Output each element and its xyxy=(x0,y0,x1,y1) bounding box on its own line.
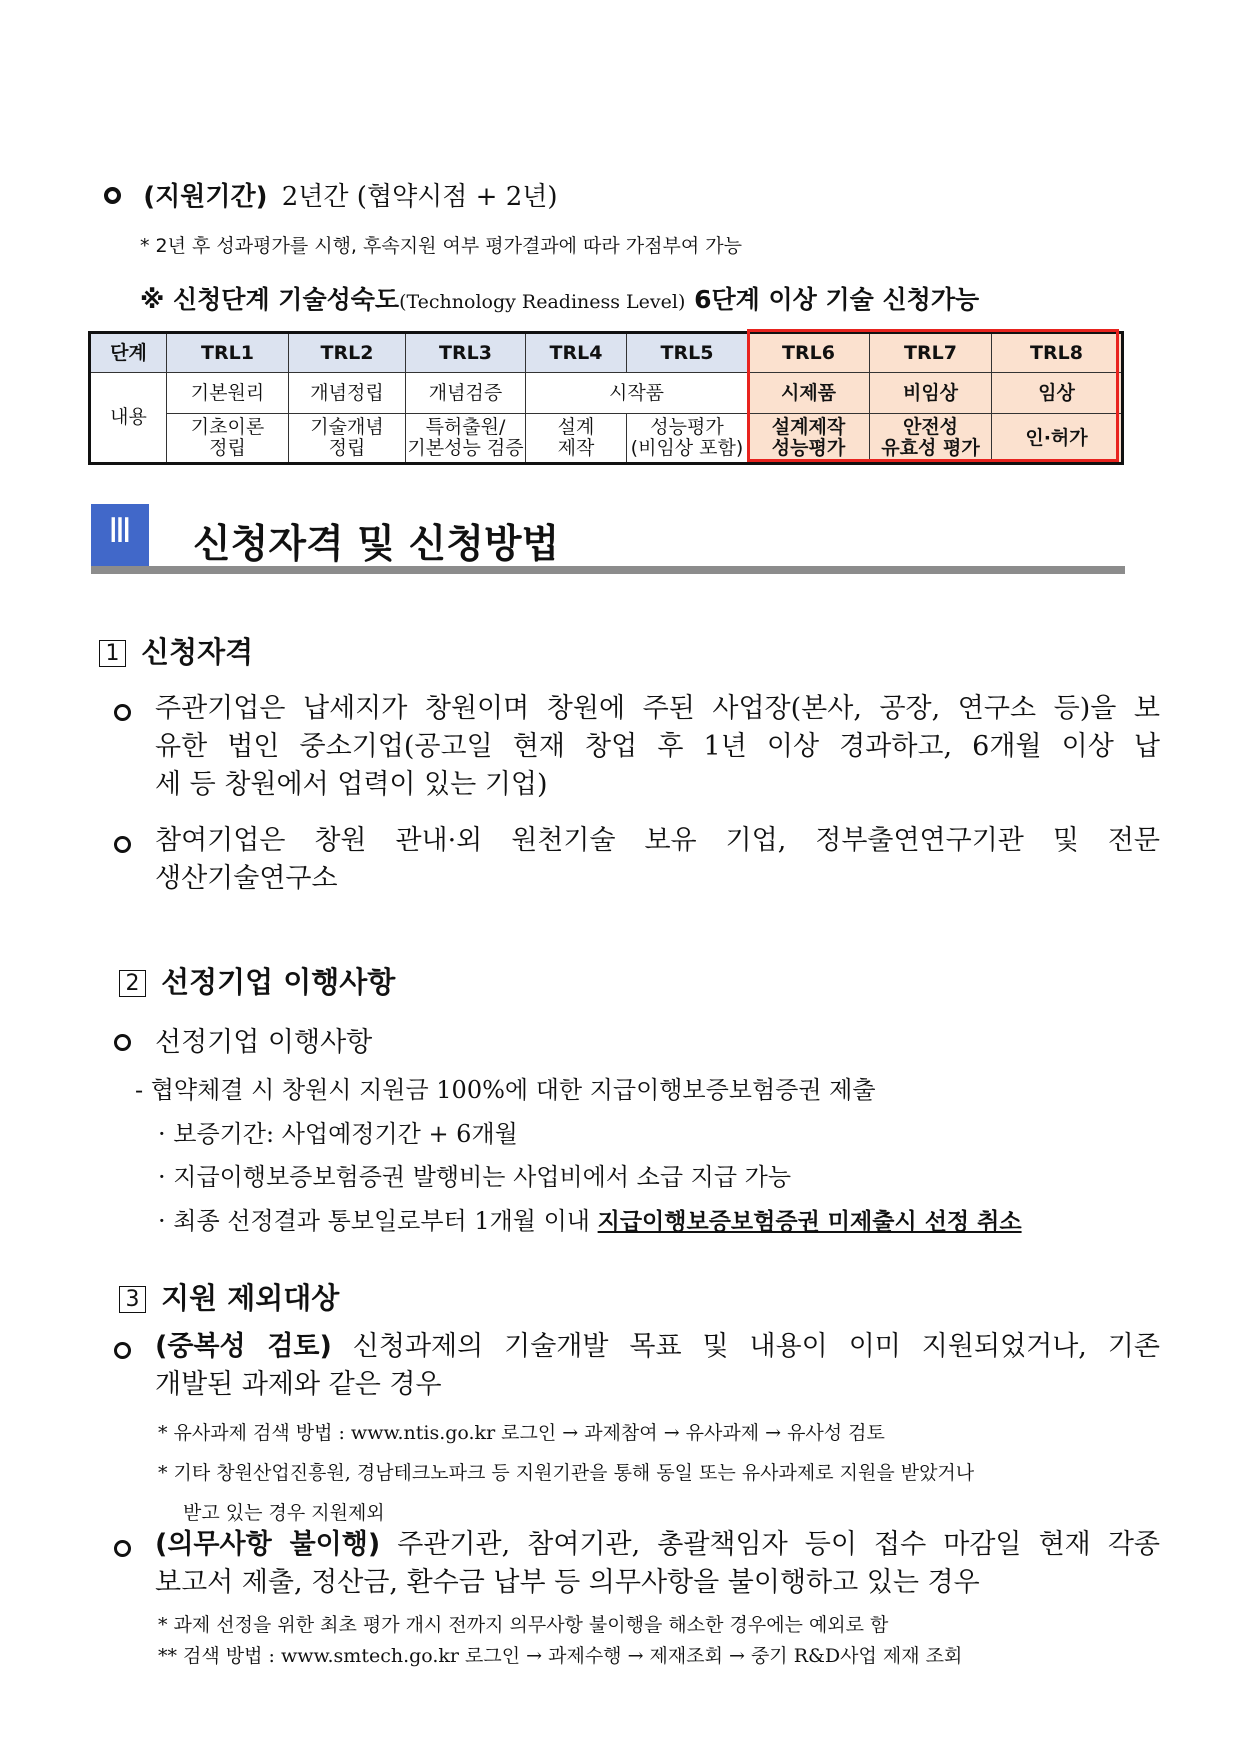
exclusion-note-2a: * 기타 창원산업진흥원, 경남테크노파크 등 지원기관을 통해 동일 또는 유사과제로 지원을 받았거나 xyxy=(158,1462,975,1484)
detail-line: 유효성 평가 xyxy=(881,437,980,459)
trl-requirement-note xyxy=(140,280,979,316)
trl-stage-cell: TRL4 xyxy=(526,333,627,373)
detail-line: 정립 xyxy=(328,437,366,459)
detail-line: 제작 xyxy=(557,437,595,459)
detail-line: 설계 xyxy=(557,416,595,438)
trl-detail-cell xyxy=(167,414,289,464)
eligibility-item-2 xyxy=(155,822,1160,898)
support-period-text: 2년간 (협약시점 + 2년) xyxy=(281,182,558,212)
text-span: 신청과제의 기술개발 목표 및 내용이 이미 지원되었거나, 기존 xyxy=(352,1331,1160,1362)
bullet-circle-icon xyxy=(114,1342,131,1359)
section-numeral: Ⅲ xyxy=(108,511,132,551)
obligation-item: 선정기업 이행사항 xyxy=(155,1027,373,1058)
trl-content-cell: 개념검증 xyxy=(406,373,526,414)
detail-line: (비임상 포함) xyxy=(630,437,744,459)
exclusion-item-1 xyxy=(155,1328,1160,1404)
support-period-label: (지원기간) xyxy=(143,182,268,212)
text-line: 생산기술연구소 xyxy=(155,863,338,894)
subsection-number-box: 3 xyxy=(119,1286,146,1313)
trl-content-cell: 임상 xyxy=(992,373,1123,414)
detail-line: 기술개념 xyxy=(310,416,384,438)
subsection-heading-1 xyxy=(99,630,253,671)
trl-content-cell: 시작품 xyxy=(526,373,748,414)
trl-content-cell: 기본원리 xyxy=(167,373,289,414)
exclusion-note-4: ** 검색 방법 : www.smtech.go.kr 로그인 → 과제수행 → 제재조회 → 중기 R&D사업 제재 조회 xyxy=(158,1645,963,1667)
support-period-line xyxy=(104,176,558,213)
trl-stage-cell: TRL7 xyxy=(870,333,992,373)
subsection-title: 선정기업 이행사항 xyxy=(161,965,396,999)
detail-line: 성능평가 xyxy=(650,416,724,438)
text-span: · 최종 선정결과 통보일로부터 1개월 이내 xyxy=(158,1207,598,1235)
exclusion-label: (중복성 검토) xyxy=(155,1331,332,1362)
text-line: 보고서 제출, 정산금, 환수금 납부 등 의무사항을 불이행하고 있는 경우 xyxy=(155,1567,980,1598)
trl-stage-cell: TRL8 xyxy=(992,333,1123,373)
subsection-title: 지원 제외대상 xyxy=(161,1281,340,1315)
text-line xyxy=(155,1526,1160,1564)
bullet-circle-icon xyxy=(114,836,131,853)
text-line: 개발된 과제와 같은 경우 xyxy=(155,1369,442,1400)
trl-content-cell: 개념정립 xyxy=(289,373,406,414)
subsection-title: 신청자격 xyxy=(141,635,254,669)
exclusion-item-2 xyxy=(155,1526,1160,1602)
exclusion-note-2b: 받고 있는 경우 지원제외 xyxy=(183,1502,385,1524)
subsection-heading-2 xyxy=(119,960,395,1001)
obligation-dot-3 xyxy=(158,1201,1022,1236)
trl-stage-cell: TRL1 xyxy=(167,333,289,373)
trl-note-prefix: ※ 신청단계 기술성숙도 xyxy=(140,285,400,314)
eligibility-item-1 xyxy=(155,690,1160,804)
trl-stage-cell: TRL5 xyxy=(627,333,748,373)
bullet-circle-icon xyxy=(114,1540,131,1557)
emphasis-text: 지급이행보증보험증권 미제출시 선정 취소 xyxy=(597,1209,1022,1235)
trl-note-english: (Technology Readiness Level) xyxy=(399,291,686,313)
subsection-number-box: 2 xyxy=(119,970,146,997)
obligation-dash-line: - 협약체결 시 창원시 지원금 100%에 대한 지급이행보증보험증권 제출 xyxy=(135,1076,876,1104)
detail-line: 기본성능 검증 xyxy=(407,437,524,459)
trl-eligible-highlight xyxy=(747,329,1119,462)
stage-header-cell: 단계 xyxy=(90,333,167,373)
trl-content-cell: 시제품 xyxy=(748,373,870,414)
bullet-circle-icon xyxy=(104,187,121,204)
content-header-cell: 내용 xyxy=(90,373,167,464)
text-span: 주관기관, 참여기관, 총괄책임자 등이 접수 마감일 현재 각종 xyxy=(397,1529,1160,1560)
detail-line: 성능평가 xyxy=(771,437,846,459)
exclusion-note-3: * 과제 선정을 위한 최초 평가 개시 전까지 의무사항 불이행을 해소한 경우에는 예외로 함 xyxy=(158,1614,889,1636)
evaluation-note: * 2년 후 성과평가를 시행, 후속지원 여부 평가결과에 따라 가점부여 가능 xyxy=(140,235,742,257)
text-line xyxy=(155,1328,1160,1366)
text-line: 주관기업은 납세지가 창원이며 창원에 주된 사업장(본사, 공장, 연구소 등)을 보 xyxy=(155,693,1160,724)
detail-line: 기초이론 xyxy=(190,416,265,438)
trl-note-suffix: 6단계 이상 기술 신청가능 xyxy=(694,285,980,314)
exclusion-label: (의무사항 불이행) xyxy=(155,1529,381,1560)
trl-detail-cell xyxy=(627,414,748,464)
detail-line: 특허출원/ xyxy=(425,416,506,438)
text-line: 참여기업은 창원 관내·외 원천기술 보유 기업, 정부출연연구기관 및 전문 xyxy=(155,825,1160,856)
text-line: 세 등 창원에서 업력이 있는 기업) xyxy=(155,769,548,800)
section-title: 신청자격 및 신청방법 xyxy=(193,522,560,567)
detail-line: 안전성 xyxy=(902,416,959,438)
trl-content-cell: 비임상 xyxy=(870,373,992,414)
obligation-dot-1: · 보증기간: 사업예정기간 + 6개월 xyxy=(158,1120,518,1148)
text-line: 유한 법인 중소기업(공고일 현재 창업 후 1년 이상 경과하고, 6개월 이상 납 xyxy=(155,731,1160,762)
bullet-circle-icon xyxy=(114,704,131,721)
detail-line: 정립 xyxy=(209,437,246,459)
trl-detail-cell xyxy=(289,414,406,464)
detail-line: 설계제작 xyxy=(771,416,846,438)
trl-detail-cell xyxy=(526,414,627,464)
bullet-circle-icon xyxy=(114,1034,131,1051)
trl-detail-cell xyxy=(406,414,526,464)
subsection-number-box: 1 xyxy=(99,640,126,667)
trl-stage-cell: TRL6 xyxy=(748,333,870,373)
trl-stage-cell: TRL3 xyxy=(406,333,526,373)
subsection-heading-3 xyxy=(119,1276,339,1317)
detail-line: 인·허가 xyxy=(1025,426,1088,449)
trl-stage-cell: TRL2 xyxy=(289,333,406,373)
exclusion-note-1: * 유사과제 검색 방법 : www.ntis.go.kr 로그인 → 과제참여 → 유사과제 → 유사성 검토 xyxy=(158,1422,885,1444)
obligation-dot-2: · 지급이행보증보험증권 발행비는 사업비에서 소급 지급 가능 xyxy=(158,1163,792,1191)
